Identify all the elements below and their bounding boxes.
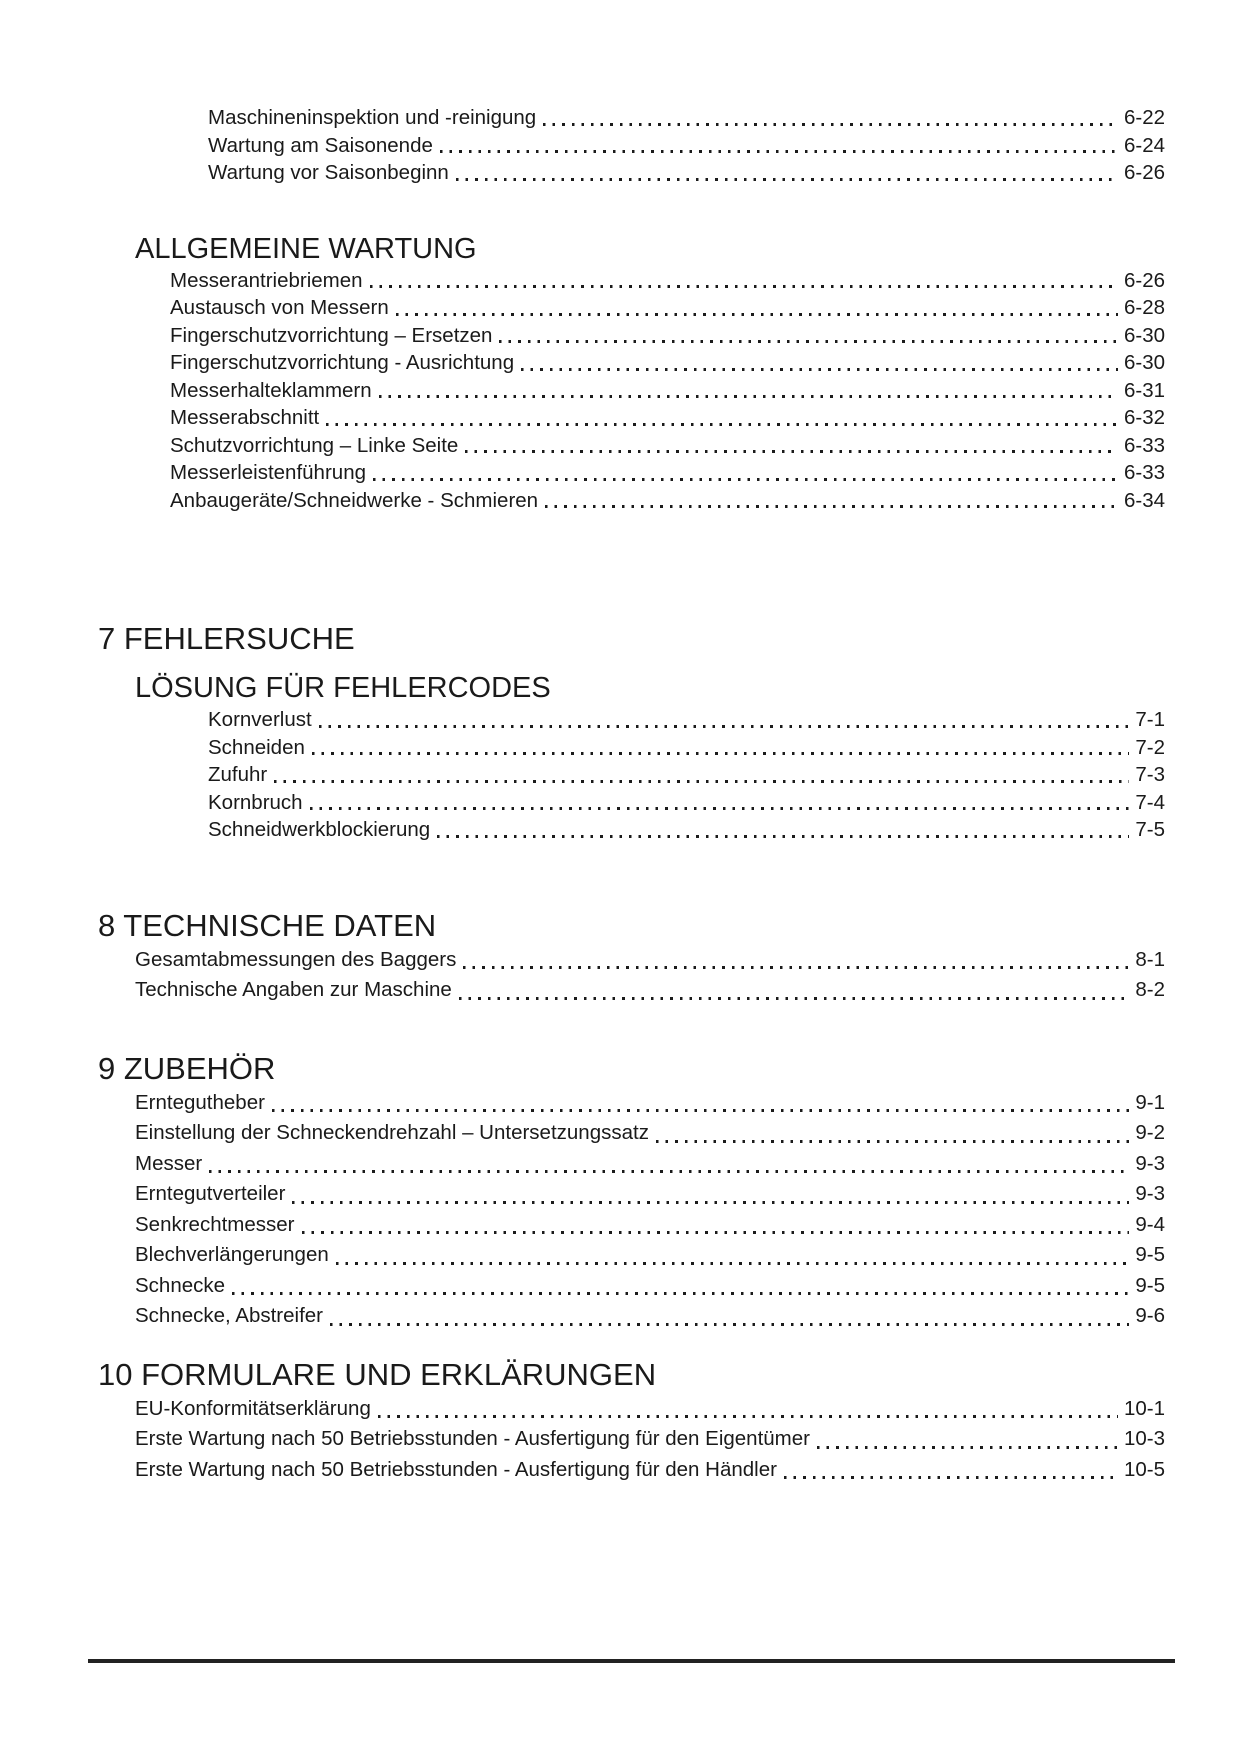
dot-leader <box>465 450 1118 453</box>
dot-leader <box>336 1262 1130 1265</box>
toc-entry-page: 6-22 <box>1123 106 1165 129</box>
dot-leader <box>456 178 1118 181</box>
toc-entry[interactable] <box>135 1149 1241 1180</box>
toc-entry[interactable] <box>135 1394 1241 1425</box>
toc-entry-page: 6-34 <box>1123 488 1165 512</box>
dot-leader <box>370 285 1118 288</box>
toc-entry[interactable] <box>170 294 1241 322</box>
toc-entry[interactable] <box>135 1118 1241 1149</box>
toc-entry[interactable] <box>208 816 1241 844</box>
toc-entry[interactable] <box>208 789 1241 817</box>
toc-entry-group <box>0 945 1241 1006</box>
toc-entry-title: Blechverlängerungen <box>135 1243 329 1266</box>
dot-leader <box>543 123 1118 126</box>
toc-entry[interactable] <box>170 487 1241 515</box>
toc-entry-page: 8-2 <box>1135 978 1165 1001</box>
toc-entry-title: Schneiden <box>208 735 305 759</box>
toc-entry-title: Senkrechtmesser <box>135 1212 295 1236</box>
toc-entry-page: 6-26 <box>1123 268 1165 292</box>
dot-leader <box>292 1201 1129 1204</box>
toc-entry[interactable] <box>135 975 1241 1006</box>
dot-leader <box>373 478 1118 481</box>
toc-entry[interactable] <box>170 349 1241 377</box>
toc-entry[interactable] <box>135 1301 1241 1332</box>
dot-leader <box>440 150 1118 153</box>
toc-entry-title: Messerabschnitt <box>170 406 320 429</box>
toc-entry-page: 9-3 <box>1135 1182 1165 1205</box>
toc-entry-page: 7-4 <box>1135 790 1165 814</box>
chapter-heading: 10 FORMULARE UND ERKLÄRUNGEN <box>98 1356 657 1392</box>
toc-entry[interactable] <box>170 267 1241 295</box>
dot-leader <box>209 1170 1129 1173</box>
toc-entry[interactable] <box>170 432 1241 460</box>
chapter-heading: 9 ZUBEHÖR <box>98 1050 276 1086</box>
toc-entry-title: Messerleistenführung <box>170 461 366 484</box>
toc-entry-page: 6-26 <box>1123 161 1165 184</box>
dot-leader <box>312 752 1129 755</box>
dot-leader <box>784 1476 1118 1479</box>
toc-entry-title: EU-Konformitätserklärung <box>135 1396 371 1420</box>
footer-rule <box>88 1659 1175 1663</box>
toc-entry-title: Maschineninspektion und -reinigung <box>208 106 537 129</box>
toc-entry[interactable] <box>208 761 1241 789</box>
toc-entry-page: 9-4 <box>1135 1212 1165 1236</box>
dot-leader <box>272 1109 1129 1112</box>
toc-entry-page: 9-6 <box>1135 1304 1165 1327</box>
dot-leader <box>656 1140 1129 1143</box>
toc-entry-page: 10-5 <box>1123 1457 1165 1481</box>
toc-entry[interactable] <box>135 1179 1241 1210</box>
dot-leader <box>319 725 1130 728</box>
dot-leader <box>463 966 1129 969</box>
toc-entry[interactable] <box>170 377 1241 405</box>
toc-entry-group <box>0 1088 1241 1332</box>
toc-entry-title: Schutzvorrichtung – Linke Seite <box>170 433 459 457</box>
toc-entry-title: Anbaugeräte/Schneidwerke - Schmieren <box>170 488 539 512</box>
toc-entry[interactable] <box>170 459 1241 487</box>
toc-entry-page: 8-1 <box>1135 947 1165 971</box>
toc-entry-page: 9-2 <box>1135 1121 1165 1144</box>
toc-entry-title: Messerantriebriemen <box>170 268 363 292</box>
toc-entry-title: Kornverlust <box>208 708 312 731</box>
dot-leader <box>379 395 1118 398</box>
toc-entry-page: 6-33 <box>1123 433 1165 457</box>
dot-leader <box>232 1292 1129 1295</box>
toc-entry-title: Einstellung der Schneckendrehzahl – Untersetzungssatz <box>135 1121 649 1144</box>
toc-entry-title: Messer <box>135 1151 203 1175</box>
toc-entry[interactable] <box>135 945 1241 976</box>
toc-entry-page: 6-30 <box>1123 351 1165 374</box>
toc-entry-page: 6-24 <box>1123 133 1165 157</box>
toc-entry-title: Messerhalteklammern <box>170 378 372 402</box>
toc-entry-title: Schnecke <box>135 1273 226 1297</box>
toc-entry-title: Technische Angaben zur Maschine <box>135 978 452 1001</box>
toc-entry-group <box>0 104 1241 187</box>
dot-leader <box>545 505 1118 508</box>
dot-leader <box>817 1446 1118 1449</box>
toc-entry-page: 10-1 <box>1123 1396 1165 1420</box>
toc-entry[interactable] <box>208 706 1241 734</box>
toc-entry-title: Erste Wartung nach 50 Betriebsstunden - Ausfertigung für den Händler <box>135 1457 777 1481</box>
toc-entry-page: 7-3 <box>1135 763 1165 786</box>
toc-entry[interactable] <box>135 1210 1241 1241</box>
toc-entry-title: Gesamtabmessungen des Baggers <box>135 947 457 971</box>
toc-entry-page: 9-1 <box>1135 1090 1165 1114</box>
toc-entry-page: 9-5 <box>1135 1243 1165 1266</box>
toc-entry-page: 6-33 <box>1123 461 1165 484</box>
toc-entry[interactable] <box>135 1455 1241 1486</box>
section-heading: ALLGEMEINE WARTUNG <box>135 232 477 265</box>
toc-entry[interactable] <box>135 1088 1241 1119</box>
toc-entry[interactable] <box>208 734 1241 762</box>
toc-entry-title: Erste Wartung nach 50 Betriebsstunden - Ausfertigung für den Eigentümer <box>135 1427 810 1450</box>
toc-entry-title: Erntegutverteiler <box>135 1182 286 1205</box>
dot-leader <box>310 807 1130 810</box>
section-heading: LÖSUNG FÜR FEHLERCODES <box>135 672 551 704</box>
toc-entry[interactable] <box>208 132 1241 160</box>
toc-entry-page: 7-5 <box>1135 818 1165 841</box>
toc-entry[interactable] <box>170 322 1241 350</box>
dot-leader <box>330 1323 1129 1326</box>
dot-leader <box>326 423 1118 426</box>
toc-entry-page: 7-1 <box>1135 708 1165 731</box>
toc-entry[interactable] <box>170 404 1241 432</box>
toc-entry-title: Fingerschutzvorrichtung – Ersetzen <box>170 323 493 347</box>
chapter-heading: 8 TECHNISCHE DATEN <box>98 907 437 943</box>
toc-entry-group <box>0 1394 1241 1486</box>
toc-entry[interactable] <box>208 104 1241 132</box>
toc-entry-page: 7-2 <box>1135 735 1165 759</box>
toc-entry-title: Zufuhr <box>208 763 268 786</box>
toc-entry[interactable] <box>135 1424 1241 1455</box>
dot-leader <box>396 313 1118 316</box>
dot-leader <box>274 780 1129 783</box>
toc-entry[interactable] <box>135 1240 1241 1271</box>
toc-entry[interactable] <box>208 159 1241 187</box>
toc-entry-title: Schnecke, Abstreifer <box>135 1304 324 1327</box>
toc-entry-page: 9-3 <box>1135 1151 1165 1175</box>
toc-entry-title: Wartung vor Saisonbeginn <box>208 161 449 184</box>
toc-entry-title: Kornbruch <box>208 790 303 814</box>
toc-entry-title: Wartung am Saisonende <box>208 133 433 157</box>
toc-entry-page: 6-32 <box>1123 406 1165 429</box>
dot-leader <box>302 1231 1130 1234</box>
dot-leader <box>499 340 1118 343</box>
toc-entry-group <box>0 706 1241 844</box>
dot-leader <box>378 1415 1118 1418</box>
chapter-heading: 7 FEHLERSUCHE <box>98 621 355 656</box>
toc-entry-title: Austausch von Messern <box>170 296 389 319</box>
toc-entry[interactable] <box>135 1271 1241 1302</box>
toc-entry-title: Erntegutheber <box>135 1090 265 1114</box>
toc-entry-title: Fingerschutzvorrichtung - Ausrichtung <box>170 351 515 374</box>
dot-leader <box>521 368 1118 371</box>
toc-entry-page: 9-5 <box>1135 1273 1165 1297</box>
dot-leader <box>459 997 1130 1000</box>
toc-entry-page: 10-3 <box>1123 1427 1165 1450</box>
dot-leader <box>437 835 1129 838</box>
toc-entry-page: 6-28 <box>1123 296 1165 319</box>
toc-entry-group <box>0 267 1241 515</box>
toc-entry-page: 6-30 <box>1123 323 1165 347</box>
toc-entry-page: 6-31 <box>1123 378 1165 402</box>
toc-entry-title: Schneidwerkblockierung <box>208 818 431 841</box>
